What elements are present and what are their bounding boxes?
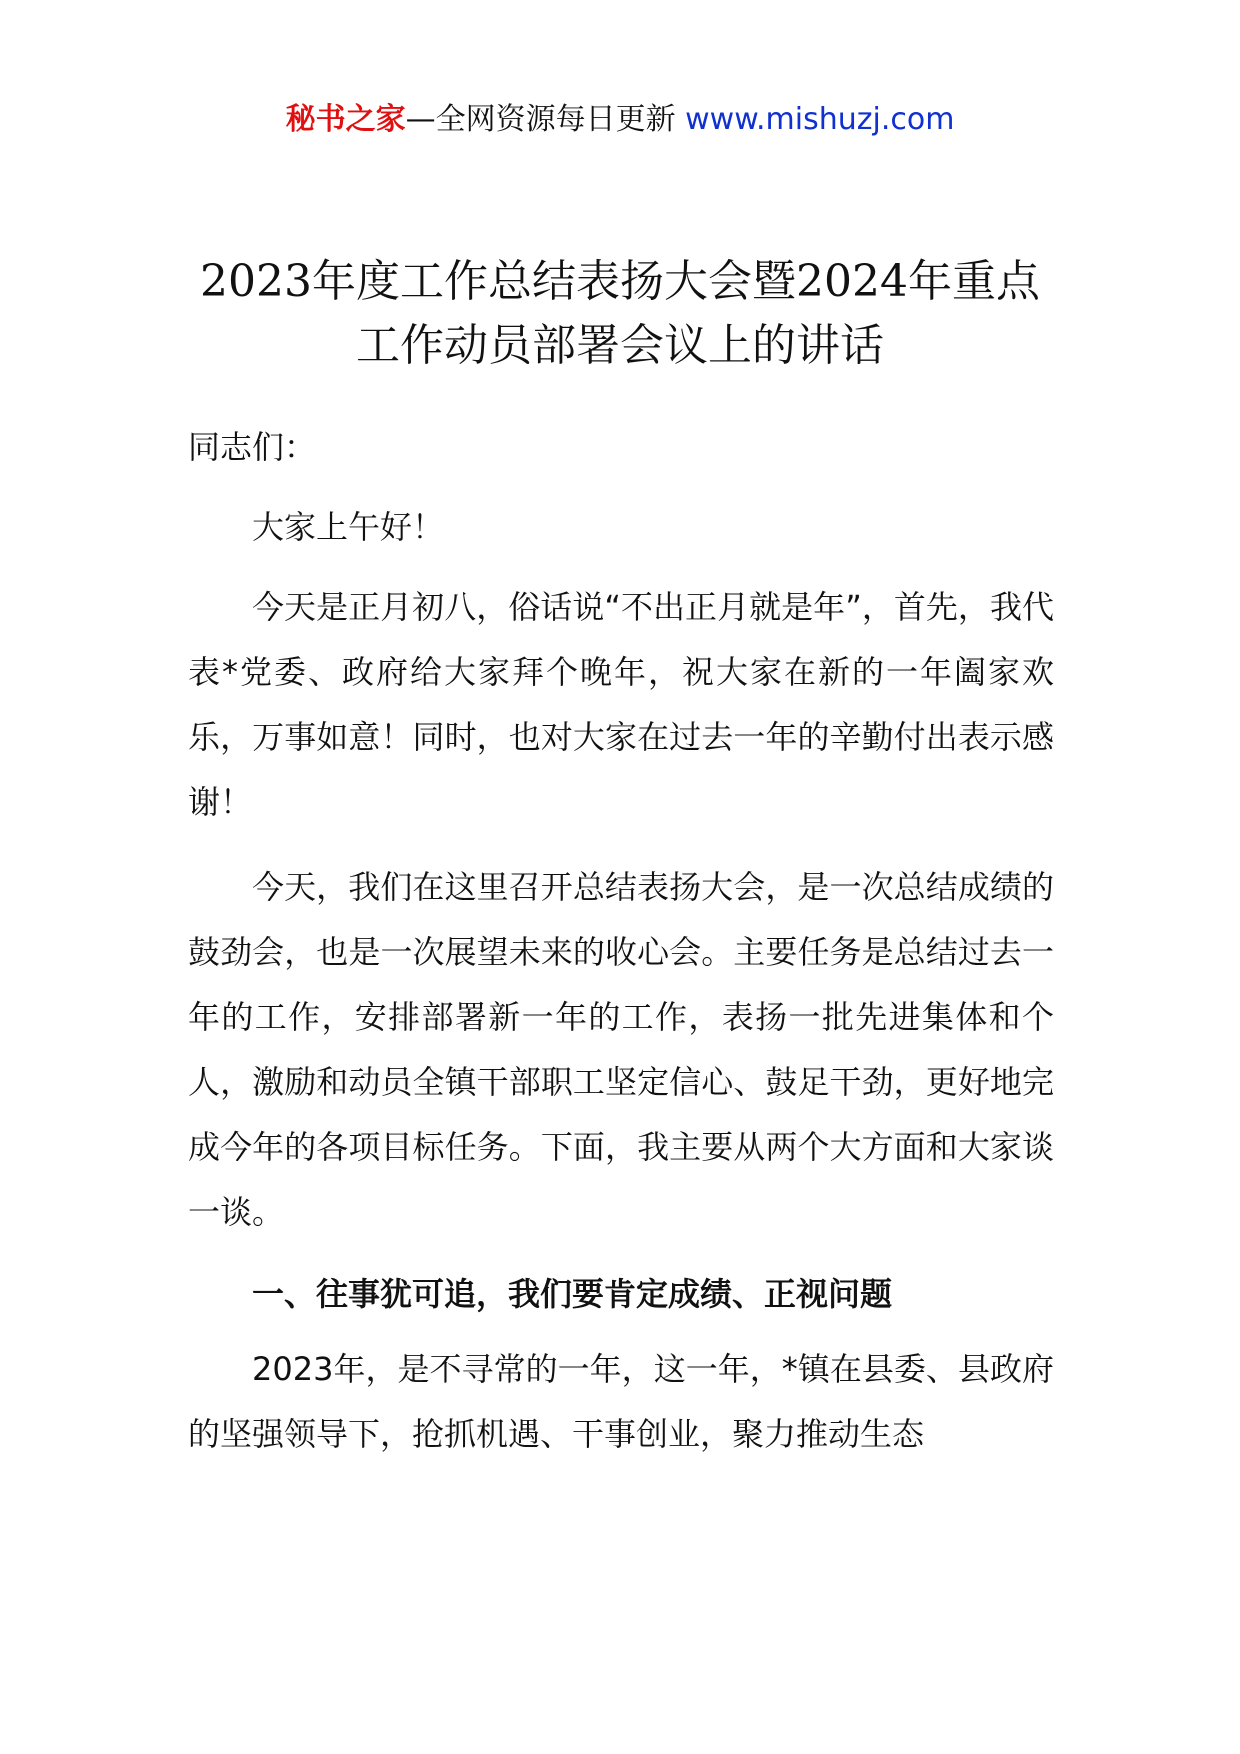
site-url[interactable]: www.mishuzj.com — [685, 102, 955, 137]
site-header — [0, 98, 1240, 142]
greeting: 大家上午好！ — [252, 508, 445, 546]
title-line-2: 工作动员部署会议上的讲话 — [356, 320, 884, 371]
title-year-2024: 2024 — [796, 256, 908, 307]
title-year-2023: 2023 — [200, 256, 312, 307]
paragraph-2: 今天，我们在这里召开总结表扬大会，是一次总结成绩的鼓劲会，也是一次展望未来的收心会。主要任务是总结过去一年的工作，安排部署新一年的工作，表扬一批先进集体和个人，激励和动员全镇干部职工坚定信心、鼓足干劲，更好地完成今年的各项目标任务。下面，我主要从两个大方面和大家谈一谈。 — [188, 868, 1054, 1231]
site-slogan: —全网资源每日更新 — [405, 102, 676, 137]
salutation: 同志们： — [188, 428, 317, 466]
brand-name: 秘书之家 — [285, 102, 406, 137]
paragraph-1: 今天是正月初八，俗话说“不出正月就是年”，首先，我代表*党委、政府给大家拜个晚年，祝大家在新的一年阖家欢乐，万事如意！同时，也对大家在过去一年的辛勤付出表示感谢！ — [188, 588, 1054, 821]
document-title — [150, 250, 1090, 378]
title-text-1: 年度工作总结表扬大会暨 — [312, 256, 796, 307]
paragraph-3: 2023年，是不寻常的一年，这一年，*镇在县委、县政府的坚强领导下，抢抓机遇、干事创业，聚力推动生态 — [188, 1350, 1054, 1453]
title-text-2: 年重点 — [907, 256, 1040, 307]
title-line-1 — [150, 250, 1090, 314]
section-heading-1: 一、往事犹可追，我们要肯定成绩、正视问题 — [252, 1275, 893, 1313]
